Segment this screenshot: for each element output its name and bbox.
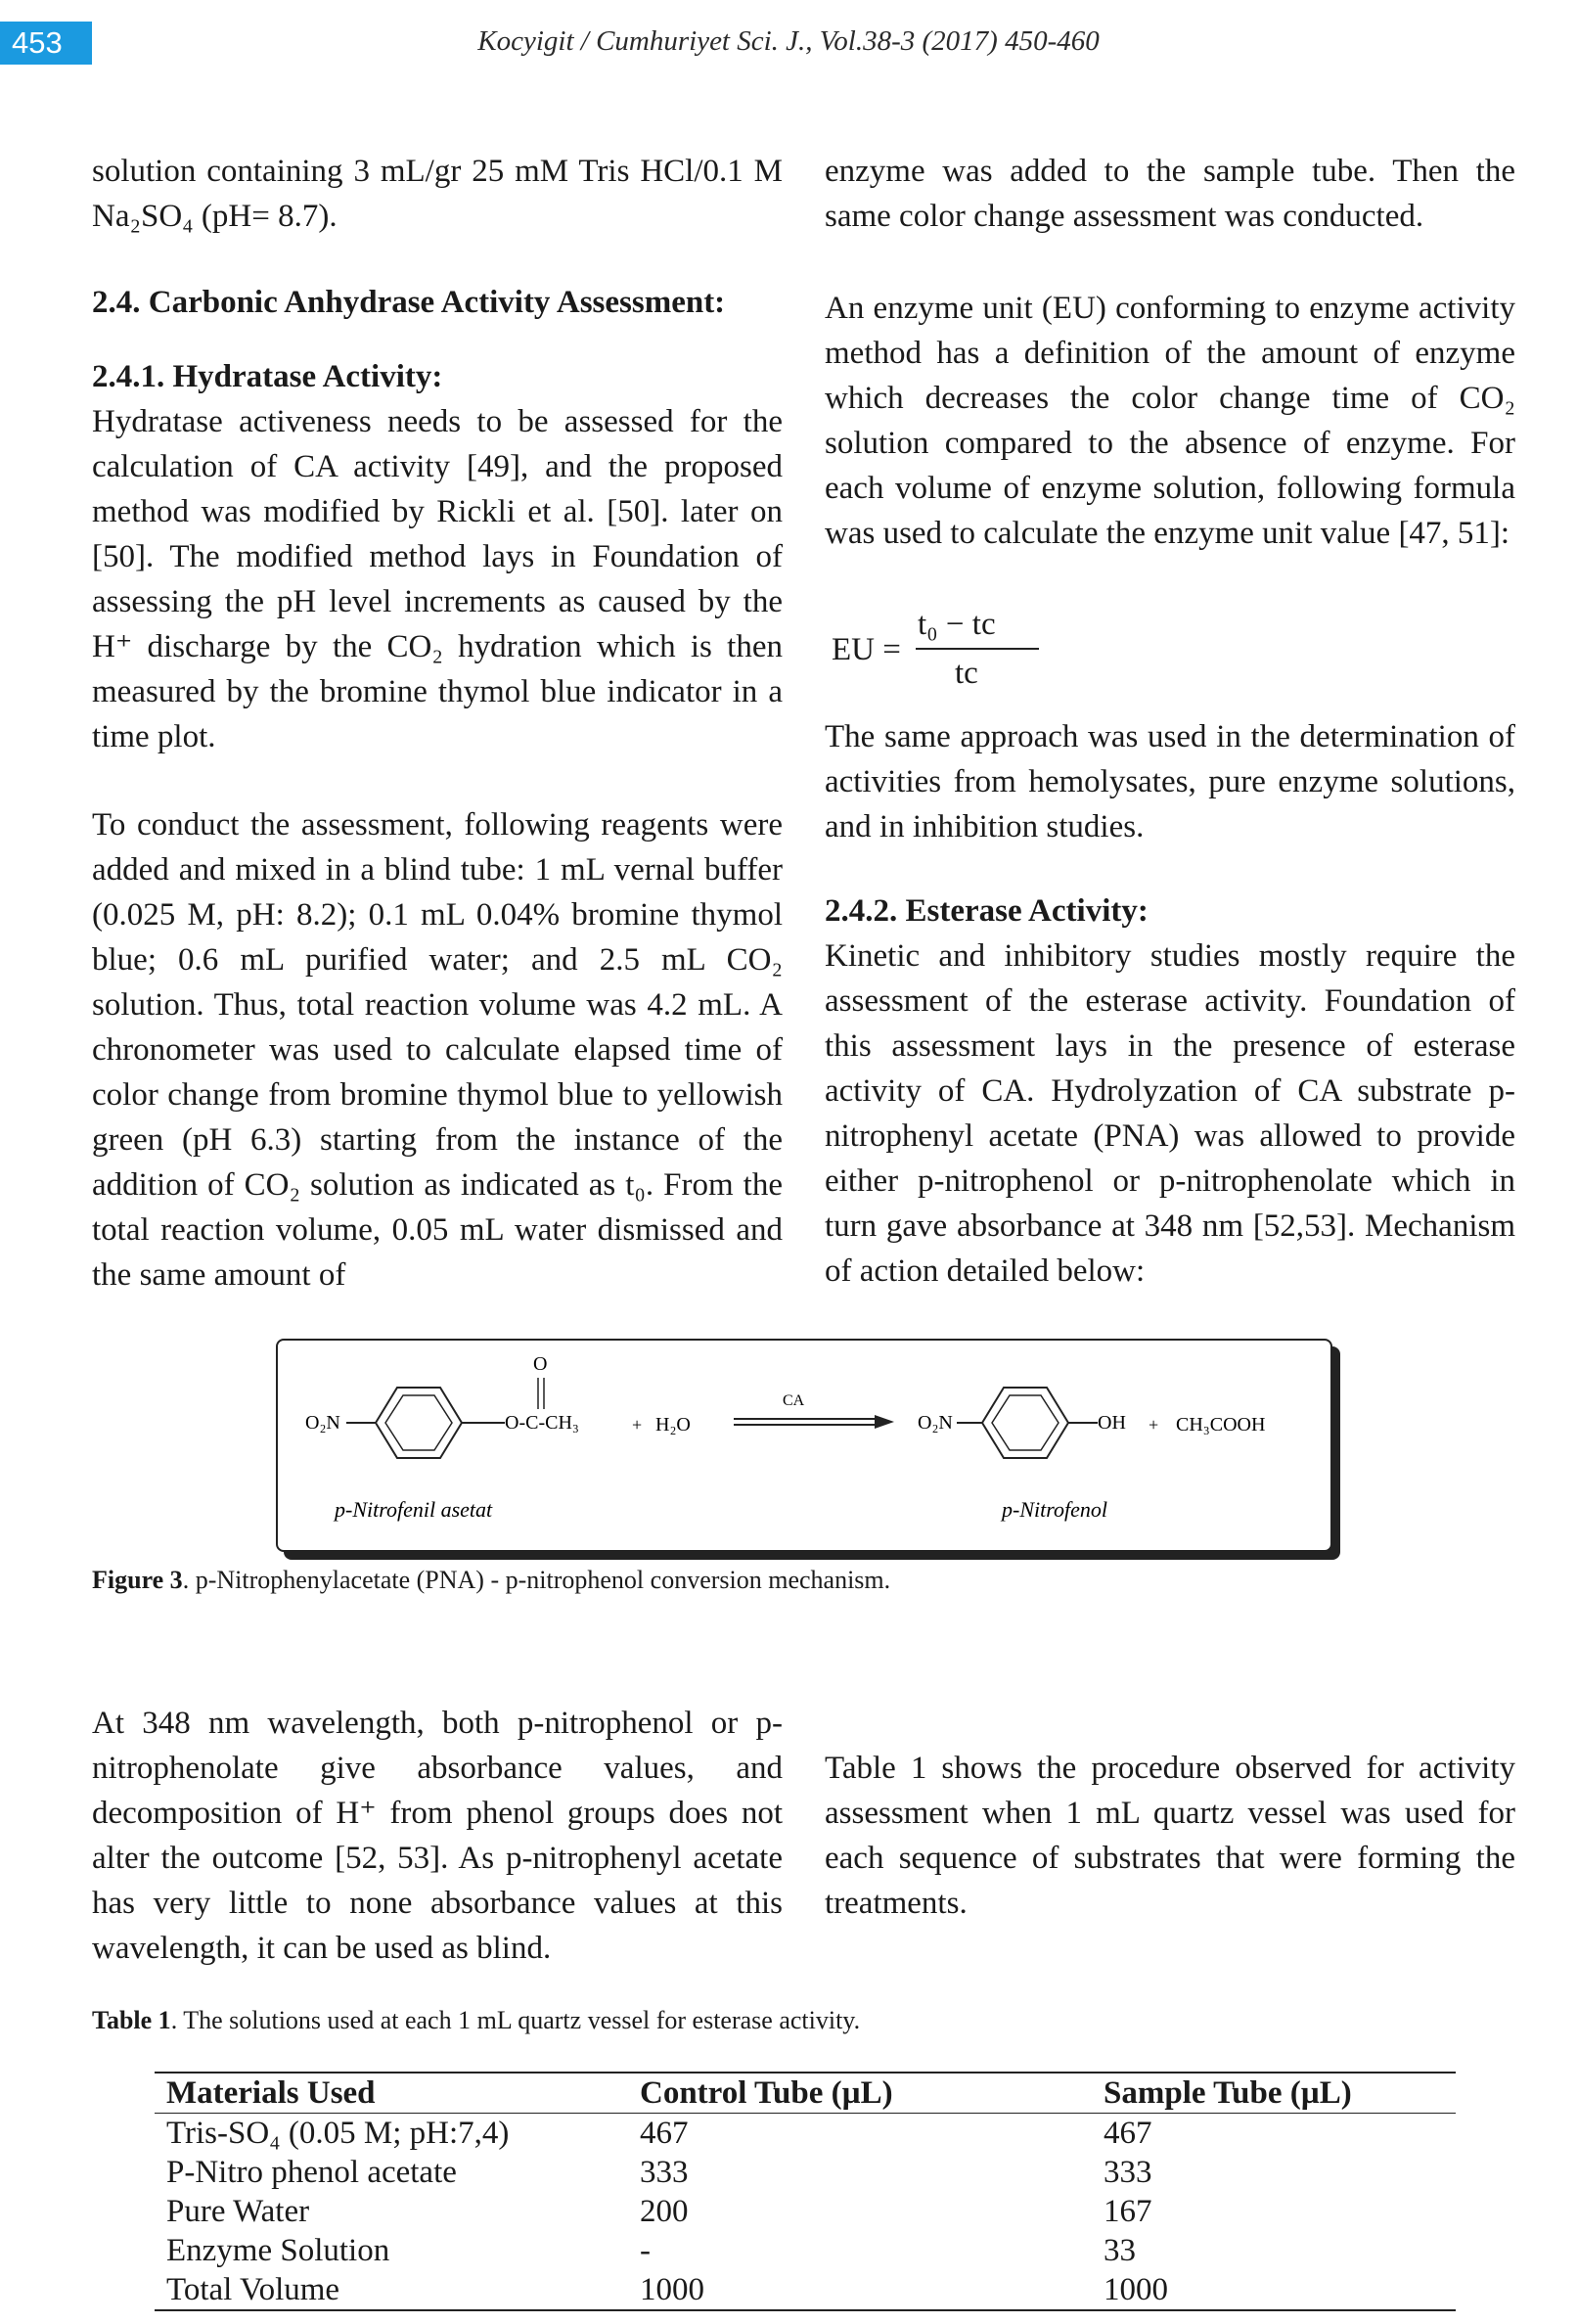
left-paragraph-2: Hydratase activeness needs to be assessed for the calculation of CA activity [49], and the proposed method was modified by Rickli et al. [50]. later on [50]. The modified method lays in Foundation of assessing the pH level increments as caused by the H⁺ discharge by the CO₂ hydration which is then measured by the bromine thymol blue indicator in a time plot. <box>92 404 783 754</box>
catalyst-label: CA <box>783 1392 805 1409</box>
eu-formula <box>832 607 1047 705</box>
fraction-bar <box>916 648 1039 650</box>
reaction-scheme <box>278 1341 1330 1550</box>
table-row <box>155 2270 1456 2310</box>
table-cell: 167 <box>1104 2194 1152 2229</box>
table-cell: - <box>640 2233 651 2268</box>
right-paragraph-4: Kinetic and inhibitory studies mostly require the assessment of the esterase activity. Foundation of this assessment lays in the presence of esterase activity of CA. Hydrolyzation of CA substrate p-nitrophenyl acetate (PNA) was allowed to provide either p-nitrophenol or p-nitrophenolate which in turn gave absorbance at 348 nm [52,53]. Mechanism of action detailed below: <box>825 938 1515 1289</box>
table-cell: 333 <box>640 2155 689 2190</box>
formula-denominator: tc <box>955 656 978 691</box>
figure-caption-label: Figure 3 <box>92 1566 183 1594</box>
right-paragraph-5: Table 1 shows the procedure observed for activity assessment when 1 mL quartz vessel was used for each sequence of substrates that were forming the treatments. <box>825 1751 1515 1921</box>
left-paragraph-4: At 348 nm wavelength, both p-nitrophenol or p-nitrophenolate give absorbance values, and decomposition of H⁺ from phenol groups does not alter the outcome [52, 53]. As p-nitrophenyl acetate has very little to none absorbance values at this wavelength, it can be used as blind. <box>92 1706 783 1966</box>
table-cell: Pure Water <box>166 2194 310 2229</box>
product-name: p-Nitrofenol <box>1002 1497 1107 1522</box>
table-row <box>155 2231 1456 2270</box>
plus-sign-2: + <box>1149 1415 1159 1435</box>
table-cell: P-Nitro phenol acetate <box>166 2155 457 2190</box>
table-cell: Total Volume <box>155 2270 628 2310</box>
reactant-name: p-Nitrofenil asetat <box>335 1497 493 1522</box>
acetic-acid-label: CH₃COOH <box>1176 1414 1266 1435</box>
right-paragraph-2: An enzyme unit (EU) conforming to enzyme activity method has a definition of the amount of enzyme which decreases the color change time of CO₂ solution compared to the absence of enzyme. For each volume of enzyme solution, following formula was used to calculate the enzyme unit value [47, 51]: <box>825 291 1515 551</box>
reaction-figure <box>276 1339 1332 1552</box>
table-row <box>155 2114 1456 2154</box>
table-caption <box>92 2006 860 2035</box>
carbonyl-oxygen: O <box>533 1353 548 1375</box>
reaction-arrow-head <box>875 1415 894 1429</box>
column-header: Sample Tube (µL) <box>1092 2073 1456 2114</box>
figure-caption-text: . p-Nitrophenylacetate (PNA) - p-nitrophenol conversion mechanism. <box>182 1566 891 1594</box>
table-caption-text: . The solutions used at each 1 mL quartz vessel for esterase activity. <box>170 2006 861 2034</box>
column-header: Materials Used <box>155 2073 628 2114</box>
formula-numerator: t₀ − tc <box>918 607 996 642</box>
table-header-row <box>155 2073 1456 2114</box>
table-cell: 467 <box>640 2116 689 2151</box>
reactant-nitro-group: O₂N <box>305 1412 340 1434</box>
aromatic-inner-ring <box>385 1395 452 1450</box>
table-cell: Tris-SO₄ (0.05 M; pH:7,4) <box>166 2116 510 2151</box>
table-cell: 200 <box>640 2194 689 2229</box>
formula-lhs: EU = <box>832 632 901 667</box>
product-nitro-group: O₂N <box>918 1412 953 1434</box>
left-paragraph-1: solution containing 3 mL/gr 25 mM Tris HCl/0.1 M Na₂SO₄ (pH= 8.7). <box>92 154 783 234</box>
table-cell: 333 <box>1104 2155 1152 2190</box>
table-cell: 1000 <box>628 2270 1092 2310</box>
table-cell: 33 <box>1104 2233 1136 2268</box>
benzene-ring-product <box>982 1388 1068 1458</box>
plus-sign-1: + <box>632 1415 643 1435</box>
table-cell: 467 <box>1104 2116 1152 2151</box>
benzene-ring-reactant <box>376 1388 462 1458</box>
acetate-group: O-C-CH₃ <box>505 1412 579 1434</box>
table-cell: 1000 <box>1092 2270 1456 2310</box>
solutions-table <box>155 2072 1456 2311</box>
table-row <box>155 2192 1456 2231</box>
figure-caption <box>92 1566 890 1595</box>
column-header: Control Tube (µL) <box>628 2073 1092 2114</box>
right-paragraph-3: The same approach was used in the determination of activities from hemolysates, pure enzyme solutions, and in inhibition studies. <box>825 719 1515 844</box>
section-heading-2-4: 2.4. Carbonic Anhydrase Activity Assessment: <box>92 285 726 320</box>
hydroxyl-group: OH <box>1098 1412 1126 1434</box>
section-heading-2-4-1: 2.4.1. Hydratase Activity: <box>92 359 443 394</box>
right-paragraph-1: enzyme was added to the sample tube. Then the same color change assessment was conducted. <box>825 154 1515 234</box>
aromatic-inner-ring <box>992 1395 1059 1450</box>
running-head: Kocyigit / Cumhuriyet Sci. J., Vol.38-3 (2017) 450-460 <box>477 25 1100 57</box>
table-row <box>155 2153 1456 2192</box>
left-paragraph-3: To conduct the assessment, following reagents were added and mixed in a blind tube: 1 mL vernal buffer (0.025 M, pH: 8.2); 0.1 mL 0.04% bromine thymol blue; 0.6 mL purified water; and 2.5 mL CO₂ solution. Thus, total reaction volume was 4.2 mL. A chronometer was used to calculate elapsed time of color change from bromine thymol blue to yellowish green (pH 6.3) starting from the instance of the addition of CO₂ solution as indicated as t₀. From the total reaction volume, 0.05 mL water dismissed and the same amount of <box>92 807 783 1293</box>
page-number: 453 <box>0 22 92 65</box>
table-cell: Enzyme Solution <box>166 2233 390 2268</box>
section-heading-2-4-2: 2.4.2. Esterase Activity: <box>825 893 1149 929</box>
table-caption-label: Table 1 <box>92 2006 171 2034</box>
water-label: H₂O <box>655 1414 691 1435</box>
